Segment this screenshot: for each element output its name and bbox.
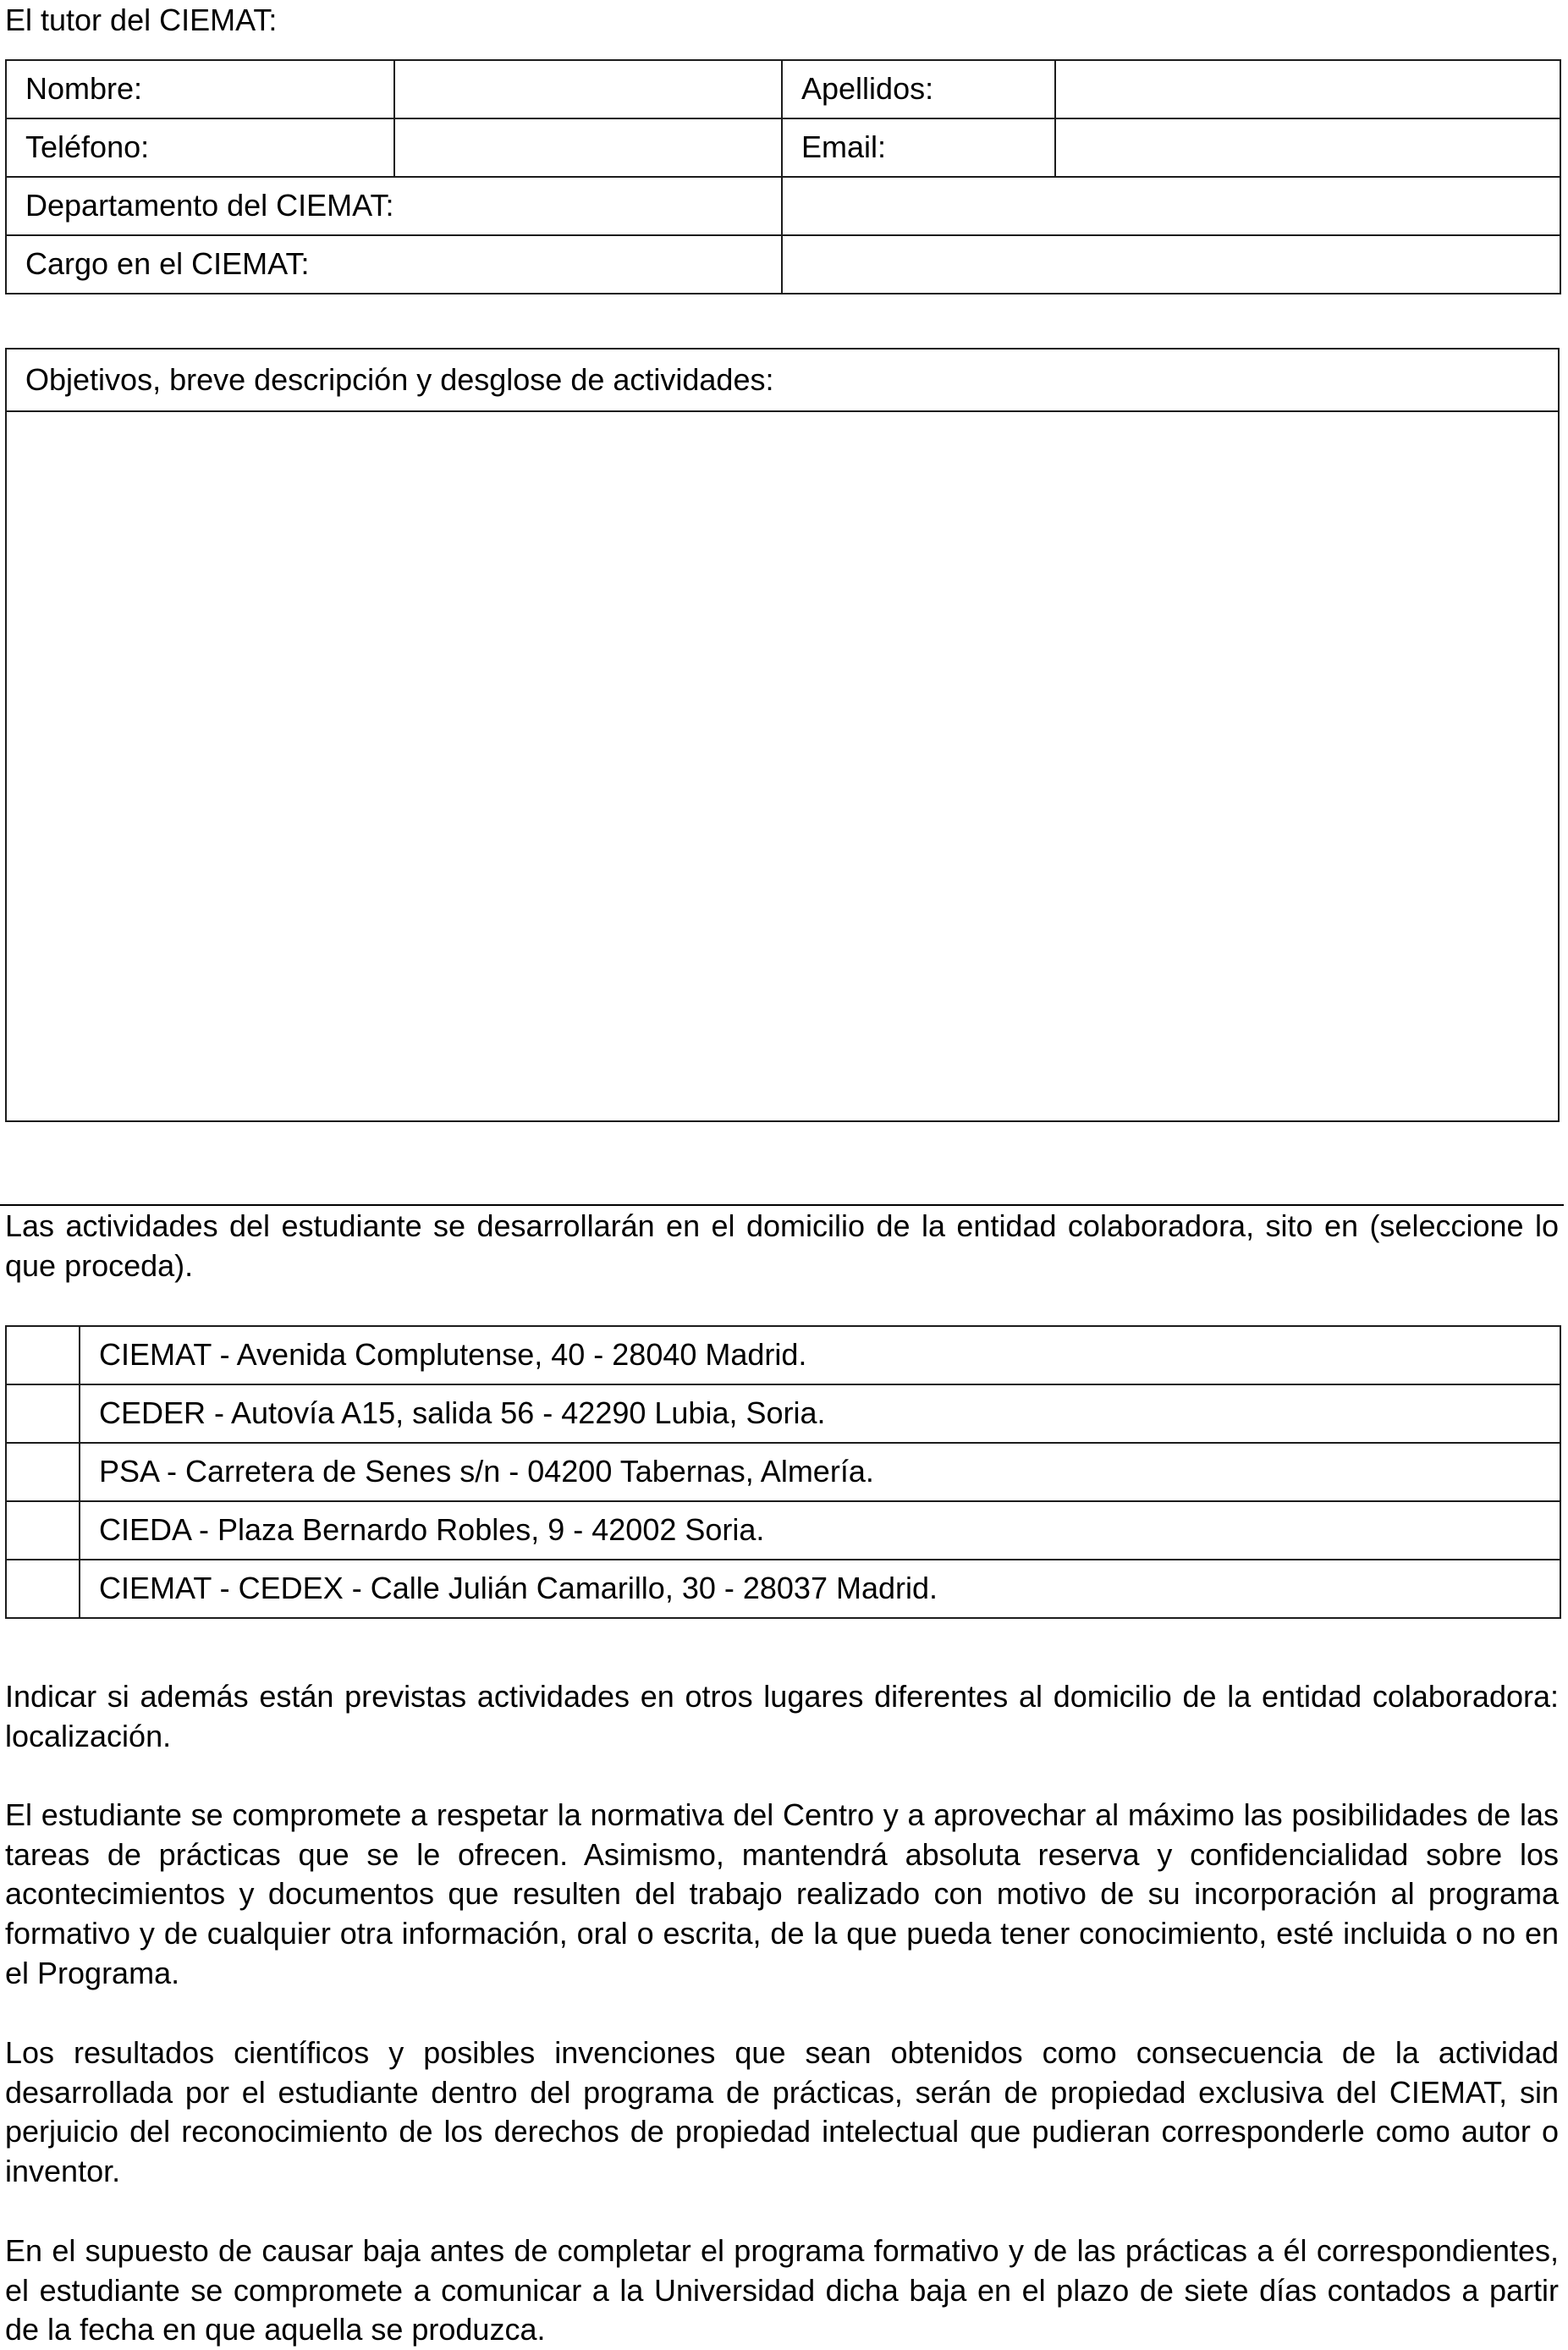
telefono-label: Teléfono:: [6, 118, 394, 177]
tutor-info-table: [5, 59, 1561, 294]
section-divider: [0, 1204, 1564, 1206]
nombre-label: Nombre:: [6, 60, 394, 118]
other-locations-text: Indicar si además están previstas actividades en otros lugares diferentes al domicilio de la entidad colaboradora: localización.: [5, 1679, 1559, 1753]
email-field[interactable]: [1055, 118, 1560, 177]
location-label: CIEMAT - Avenida Complutense, 40 - 28040 Madrid.: [80, 1326, 1560, 1384]
results-ownership-paragraph: Los resultados científicos y posibles invenciones que sean obtenidos como consecuencia de la actividad desarrollada por el estudiante dentro del programa de prácticas, serán de propiedad exclusiva del CIEMAT, sin perjuicio del reconocimiento de los derechos de propiedad intelectual que pudieran corresponderle como autor o inventor.: [5, 2035, 1559, 2189]
nombre-field[interactable]: [394, 60, 782, 118]
location-intro-text: Las actividades del estudiante se desarrollarán en el domicilio de la entidad colaboradora, sito en (seleccione lo que proceda).: [5, 1208, 1559, 1283]
location-label: CEDER - Autovía A15, salida 56 - 42290 Lubia, Soria.: [80, 1384, 1560, 1443]
location-checkbox-cell: [6, 1384, 80, 1443]
location-option-row: [6, 1326, 1560, 1384]
location-checkbox-cieda[interactable]: [7, 1502, 79, 1559]
location-checkbox-psa[interactable]: [7, 1444, 79, 1500]
location-option-row: [6, 1384, 1560, 1443]
departamento-field[interactable]: [782, 177, 1560, 235]
location-label: CIEDA - Plaza Bernardo Robles, 9 - 42002 Soria.: [80, 1501, 1560, 1560]
location-checkbox-cell: [6, 1501, 80, 1560]
location-checkbox-cell: [6, 1326, 80, 1384]
location-checkbox-cedex[interactable]: [7, 1560, 79, 1617]
location-checkbox-cell: [6, 1443, 80, 1501]
location-option-row: [6, 1560, 1560, 1618]
cargo-field[interactable]: [782, 235, 1560, 294]
location-checkbox-ceder[interactable]: [7, 1385, 79, 1442]
table-row: [6, 411, 1559, 1121]
table-row: [6, 118, 1560, 177]
telefono-field[interactable]: [394, 118, 782, 177]
withdrawal-paragraph: En el supuesto de causar baja antes de completar el programa formativo y de las prácticas a él correspondientes, el estudiante se compromete a comunicar a la Universidad dicha baja en el plazo de siete días contados a partir de la fecha en que aquella se produzca.: [5, 2233, 1559, 2347]
objectives-table: [5, 348, 1560, 1122]
email-label: Email:: [782, 118, 1055, 177]
commitment-paragraph: El estudiante se compromete a respetar la normativa del Centro y a aprovechar al máximo las posibilidades de las tareas de prácticas que se le ofrecen. Asimismo, mantendrá absoluta reserva y confidencialidad sobre los acontecimientos y documentos que resulten del trabajo realizado con motivo de su incorporación al programa formativo y de cualquier otra información, oral o escrita, de la que pueda tener conocimiento, esté incluida o no en el Programa.: [5, 1797, 1559, 1990]
location-label: PSA - Carretera de Senes s/n - 04200 Tabernas, Almería.: [80, 1443, 1560, 1501]
table-row: [6, 177, 1560, 235]
table-row: [6, 60, 1560, 118]
objectives-field[interactable]: [6, 411, 1559, 1121]
cargo-label: Cargo en el CIEMAT:: [6, 235, 782, 294]
location-option-row: [6, 1501, 1560, 1560]
table-row: [6, 235, 1560, 294]
section-title-tutor: El tutor del CIEMAT:: [5, 3, 278, 37]
location-label: CIEMAT - CEDEX - Calle Julián Camarillo, 30 - 28037 Madrid.: [80, 1560, 1560, 1618]
objectives-label: Objetivos, breve descripción y desglose de actividades:: [6, 349, 1559, 411]
location-checkbox-cell: [6, 1560, 80, 1618]
location-option-row: [6, 1443, 1560, 1501]
departamento-label: Departamento del CIEMAT:: [6, 177, 782, 235]
location-checkbox-ciemat-madrid[interactable]: [7, 1327, 79, 1384]
apellidos-label: Apellidos:: [782, 60, 1055, 118]
apellidos-field[interactable]: [1055, 60, 1560, 118]
location-options-table: [5, 1325, 1561, 1619]
table-row: [6, 349, 1559, 411]
